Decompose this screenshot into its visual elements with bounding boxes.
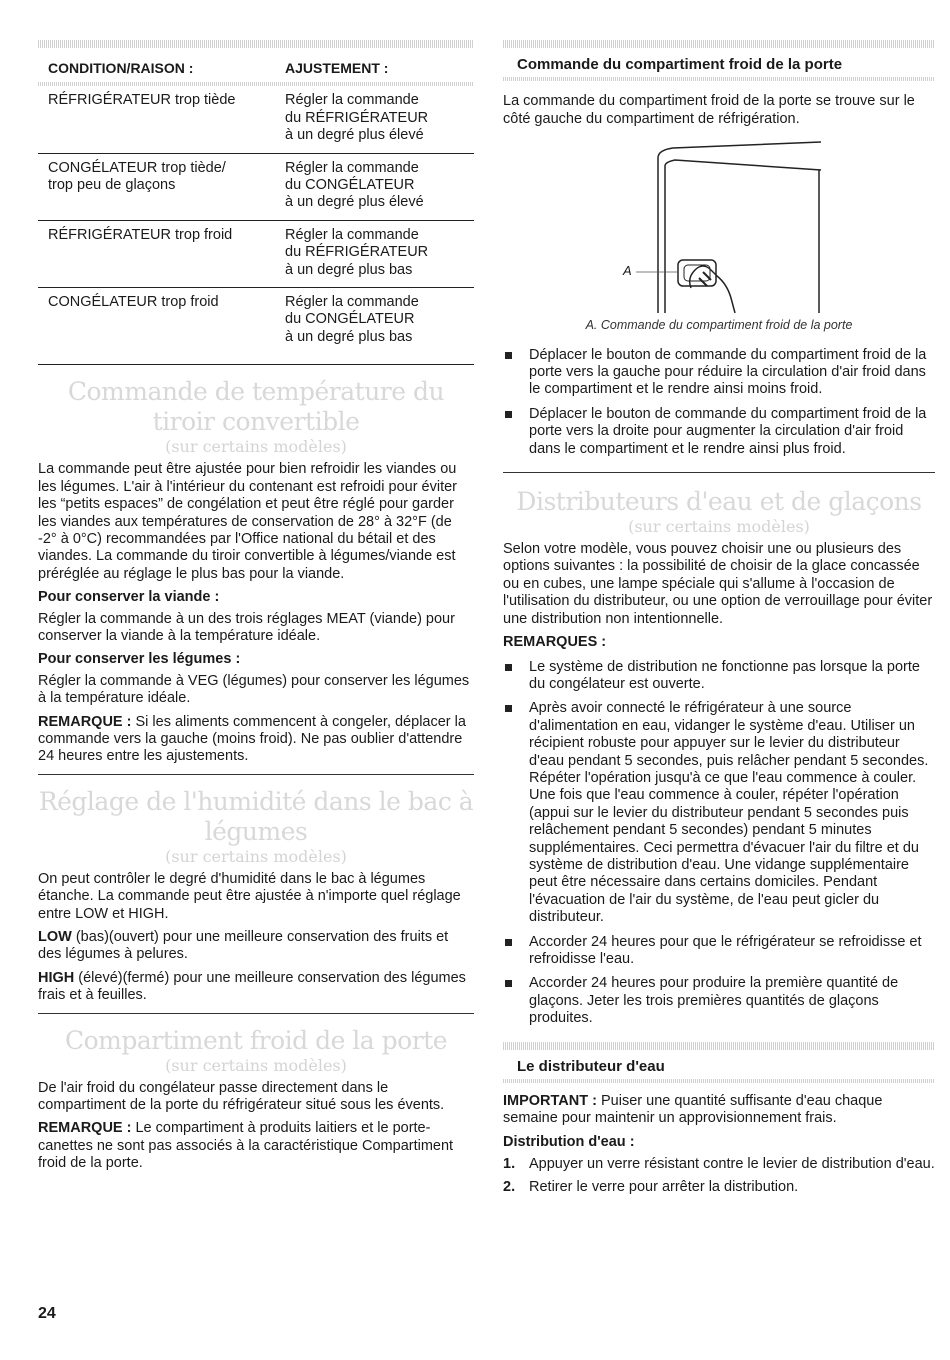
left-column (38, 40, 474, 1173)
table-row (38, 154, 474, 221)
meat-heading: Pour conserver la viande : (38, 589, 220, 606)
door-control-figure (503, 138, 935, 313)
high-label: HIGH (38, 969, 75, 986)
step-number: 1. (503, 1156, 516, 1173)
dispensers-section (503, 487, 935, 1028)
heading-stripe-top (503, 1042, 935, 1050)
low-text: (bas)(ouvert) pour une meilleure conservation des fruits et des légumes à pelures. (38, 929, 449, 963)
list-item (503, 1156, 935, 1173)
note-label: REMARQUE : (38, 1120, 132, 1137)
drawer-subtitle: (sur certains modèles) (165, 437, 347, 457)
list-item: Déplacer le bouton de commande du compartiment froid de la porte vers la droite pour augmenter la circulation d'air froid dans le compartiment et le rendre ainsi plus froid. (503, 406, 935, 458)
step-text: Appuyer un verre résistant contre le levier de distribution d'eau. (529, 1156, 935, 1173)
important-note (503, 1093, 935, 1128)
veg-text: Régler la commande à VEG (légumes) pour conserver les légumes à la température idéale. (38, 672, 470, 707)
list-item: Déplacer le bouton de commande du compartiment froid de la porte vers la gauche pour réduire la circulation d'air froid dans le compartiment et le rendre ainsi moins froid. (503, 347, 935, 399)
figure-label-a: A (623, 263, 632, 279)
dispensers-subtitle: (sur certains modèles) (628, 517, 810, 537)
condition-cell: RÉFRIGÉRATEUR trop tiède (48, 92, 236, 109)
humidity-section (38, 787, 474, 1005)
condition-cell: RÉFRIGÉRATEUR trop froid (48, 226, 233, 243)
door-control-intro: La commande du compartiment froid de la porte se trouve sur le côté gauche du compartiment de réfrigération. (503, 93, 915, 127)
note-text: Si les aliments commencent à congeler, déplacer la commande vers la gauche (moins froid). Ne pas oublier d'attendre 24 heures entre les ajustements. (38, 713, 466, 765)
meat-text: Régler la commande à un des trois réglages MEAT (viande) pour conserver la viande à la température idéale. (38, 610, 455, 644)
door-compartment-note (38, 1120, 474, 1172)
water-dispenser-heading: Le distributeur d'eau (517, 1057, 665, 1075)
adjustment-cell: Régler la commande du RÉFRIGÉRATEUR à un degré plus élevé (285, 92, 429, 144)
table-header (38, 48, 474, 82)
step-number: 2. (503, 1178, 516, 1195)
drawer-section (38, 377, 474, 766)
note-label: REMARQUE : (38, 713, 132, 730)
door-compartment-section (38, 1026, 474, 1173)
distribution-steps (503, 1156, 935, 1196)
door-compartment-subtitle: (sur certains modèles) (165, 1055, 347, 1075)
list-item: Le système de distribution ne fonctionne pas lorsque la porte du congélateur est ouverte. (503, 659, 935, 694)
note-text: Le compartiment à produits laitiers et le porte-canettes ne sont pas associés à la caractéristique Compartiment froid de la porte. (38, 1120, 454, 1172)
list-item: Accorder 24 heures pour que le réfrigérateur se refroidisse et refroidisse l'eau. (503, 934, 935, 969)
door-compartment-intro: De l'air froid du congélateur passe directement dans le compartiment de la porte du réfrigérateur situé sous les évents. (38, 1079, 445, 1114)
list-item: Après avoir connecté le réfrigérateur à une source d'alimentation en eau, vidanger le système d'eau. Utiliser un récipient robuste pour appuyer sur le levier du distributeur d'eau pendant 5 secondes, puis relâcher pendant 5 secondes. Répéter l'opération jusqu'à ce que l'eau commence à couler. Une fois que l'eau commence à couler, répéter l'opération (appui sur le levier du distributeur pendant 5 secondes puis relâchement pendant 5 secondes) pendant 5 minutes supplémentaires. Ceci permettra d'évacuer l'air du filtre et du système de distribution d'eau. Une vidange supplémentaire peut être nécessaire dans certains domiciles. Pendant l'évacuation de l'air du système, de l'eau peut gicler du distributeur. (503, 700, 935, 926)
header-adjustment: AJUSTEMENT : (285, 60, 389, 76)
important-text: Puiser une quantité suffisante d'eau chaque semaine pour maintenir un approvisionnement frais. (503, 1093, 883, 1127)
high-setting (38, 970, 474, 1005)
humidity-title: Réglage de l'humidité dans le bac à légumes (38, 786, 474, 846)
distribution-heading: Distribution d'eau : (503, 1133, 635, 1150)
table-row (38, 221, 474, 288)
low-setting (38, 929, 474, 964)
humidity-subtitle: (sur certains modèles) (165, 846, 347, 866)
low-label: LOW (38, 929, 72, 945)
list-item (503, 1179, 935, 1196)
table-row (38, 86, 474, 153)
notes-heading: REMARQUES : (503, 634, 607, 651)
section-divider (38, 774, 474, 775)
condition-cell: CONGÉLATEUR trop tiède/ trop peu de glaçons (48, 159, 226, 194)
door-compartment-title: Compartiment froid de la porte (64, 1025, 448, 1055)
door-control-heading: Commande du compartiment froid de la porte (517, 56, 843, 73)
drawer-note (38, 714, 474, 766)
heading-stripe-bottom (503, 1079, 935, 1083)
door-control-illustration (503, 138, 935, 313)
water-dispenser-section (503, 1042, 935, 1196)
figure-caption: A. Commande du compartiment froid de la porte (585, 318, 853, 333)
heading-stripe-top (503, 40, 935, 48)
section-divider (503, 472, 935, 473)
humidity-intro: On peut contrôler le degré d'humidité dans le bac à légumes étanche. La commande peut être ajustée à n'importe quel réglage entre LOW et HIGH. (38, 870, 461, 922)
page-number: 24 (38, 1305, 56, 1322)
condition-cell: CONGÉLATEUR trop froid (48, 294, 219, 311)
dispensers-bullets (503, 659, 935, 1028)
dispensers-title: Distributeurs d'eau et de glaçons (516, 487, 922, 517)
header-condition: CONDITION/RAISON : (48, 60, 194, 76)
adjustment-cell: Régler la commande du CONGÉLATEUR à un degré plus élevé (285, 159, 424, 211)
high-text: (élevé)(fermé) pour une meilleure conservation des légumes frais et à feuilles. (38, 969, 466, 1004)
section-divider (38, 1013, 474, 1014)
table-top-stripe (38, 40, 474, 48)
drawer-title: Commande de température du tiroir convertible (67, 377, 445, 437)
veg-heading: Pour conserver les légumes : (38, 651, 241, 668)
right-column (503, 40, 935, 1196)
drawer-intro: La commande peut être ajustée pour bien refroidir les viandes ou les légumes. L'air à l'intérieur du contenant est refroidi pour éviter les “petits espaces” de congélation et peut être réglé pour garder les viandes aux températures de conservation de 28° à 32°F (de -2° à 0°C) recommandées par l'Office national du bétail et des viandes. La commande du tiroir convertible à légumes/viande est préréglée au réglage le plus bas pour la viande. (38, 461, 458, 582)
dispensers-intro: Selon votre modèle, vous pouvez choisir une ou plusieurs des options suivantes : la possibilité de choisir de la glace concassée ou en cubes, une lampe spéciale qui s'allume à l'occasion de l'utilisation du distributeur, ou une option de verrouillage pour éviter une distribution non intentionnelle. (503, 541, 933, 627)
door-control-bullets (503, 347, 935, 458)
step-text: Retirer le verre pour arrêter la distribution. (529, 1178, 799, 1195)
important-label: IMPORTANT : (503, 1093, 597, 1110)
adjustment-table (38, 86, 474, 365)
heading-stripe-bottom (503, 77, 935, 81)
adjustment-cell: Régler la commande du RÉFRIGÉRATEUR à un degré plus bas (285, 226, 429, 278)
adjustment-cell: Régler la commande du CONGÉLATEUR à un degré plus bas (285, 294, 419, 345)
table-row (38, 288, 474, 365)
list-item: Accorder 24 heures pour produire la première quantité de glaçons. Jeter les trois premières quantités de glaçons produites. (503, 975, 935, 1027)
